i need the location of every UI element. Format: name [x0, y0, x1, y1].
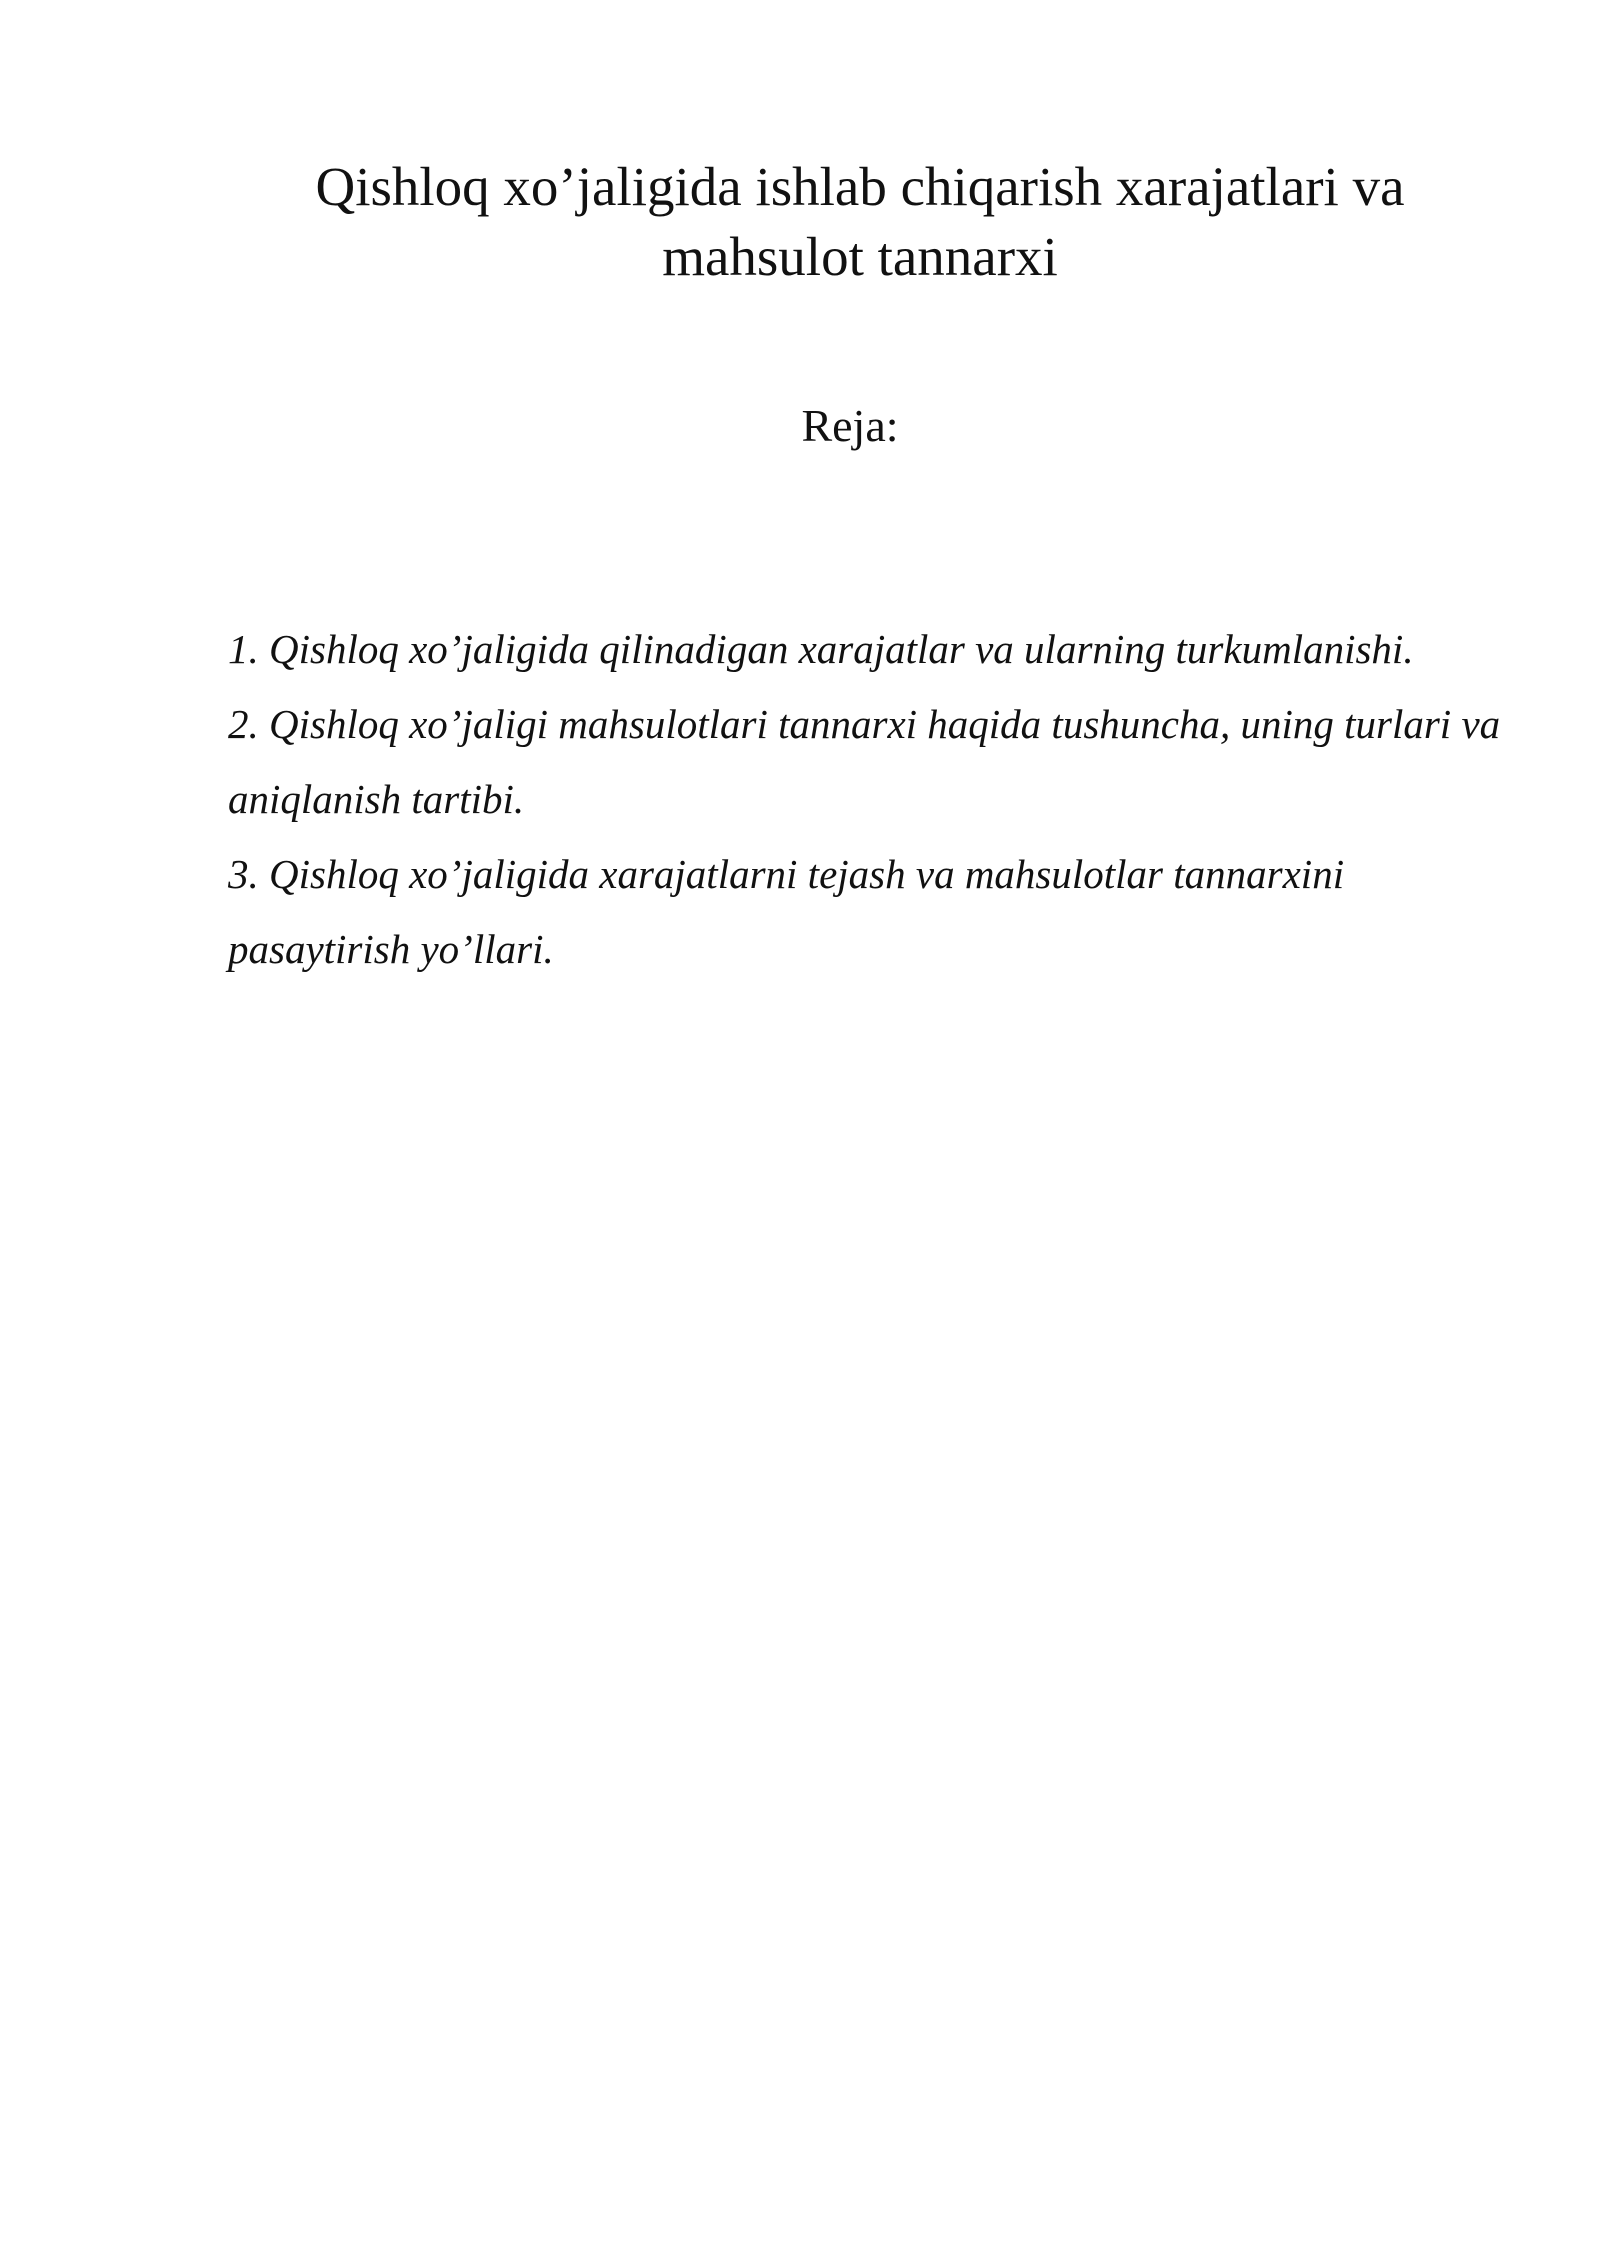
plan-item: 1. Qishloq xo’jaligida qilinadigan xarajatlar va ularning turkumlanishi. — [228, 626, 1414, 672]
page-title-line-1: Qishloq xo’jaligida ishlab chiqarish xarajatlari va — [315, 156, 1405, 217]
page-title-line-2: mahsulot tannarxi — [662, 226, 1058, 287]
plan-item: 2. Qishloq xo’jaligi mahsulotlari tannarxi haqida tushuncha, uning turlari va aniqlanish tartibi. — [228, 701, 1501, 822]
page-title — [240, 152, 1480, 292]
plan-list — [228, 612, 1528, 987]
plan-item: 3. Qishloq xo’jaligida xarajatlarni tejash va mahsulotlar tannarxini pasaytirish yo’llari. — [228, 851, 1345, 972]
plan-heading: Reja: — [801, 400, 899, 451]
